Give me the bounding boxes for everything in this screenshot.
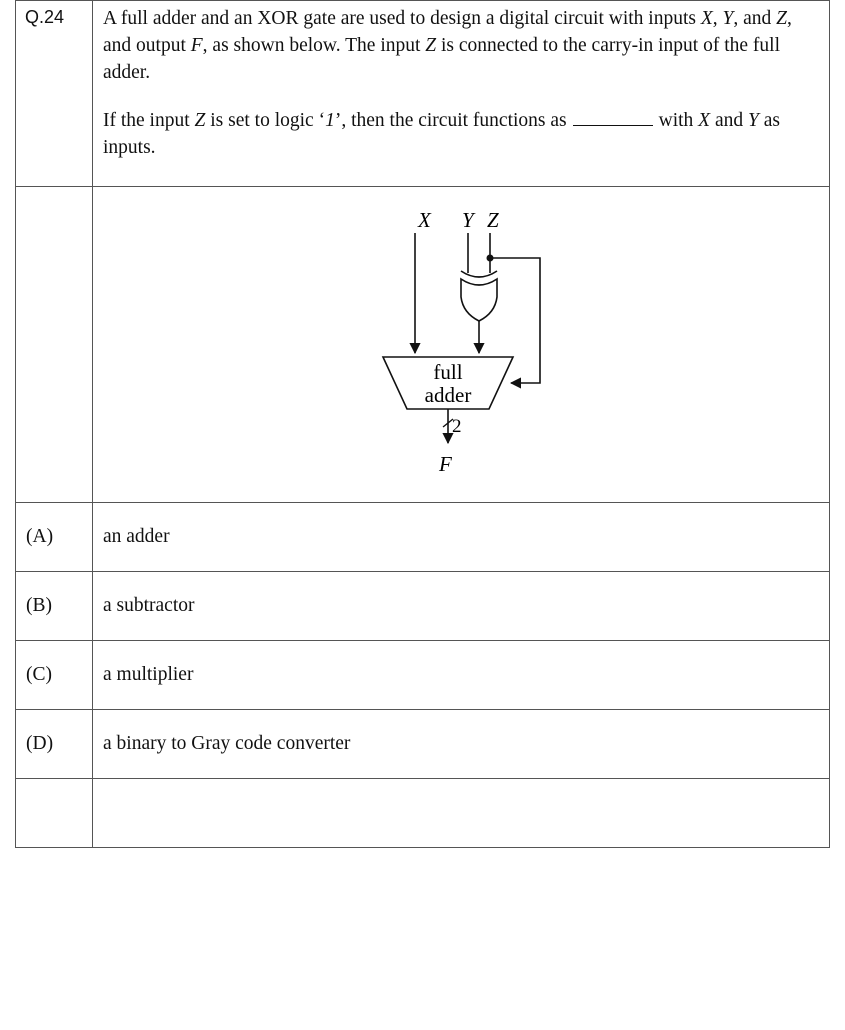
xor-gate bbox=[461, 279, 497, 321]
xor-extra-arc bbox=[461, 271, 497, 277]
diagram-row bbox=[16, 187, 830, 503]
var-y: Y bbox=[722, 8, 734, 29]
var-x: X bbox=[700, 8, 713, 29]
input-label-y: Y bbox=[462, 208, 474, 232]
stem-text: , bbox=[712, 8, 723, 29]
circuit-svg bbox=[93, 187, 829, 497]
option-row-d[interactable] bbox=[16, 710, 830, 779]
var-z: Z bbox=[776, 8, 788, 29]
stem-text: as inputs. bbox=[103, 110, 780, 158]
option-label: (B) bbox=[26, 595, 52, 616]
option-row-a[interactable] bbox=[16, 503, 830, 572]
question-table bbox=[15, 0, 830, 848]
bus-width-label: 2 bbox=[452, 416, 462, 437]
stem-text: and bbox=[738, 8, 777, 29]
option-label: (A) bbox=[26, 526, 54, 547]
option-text: an adder bbox=[103, 526, 170, 547]
option-row-b[interactable] bbox=[16, 572, 830, 641]
stem-text: and bbox=[710, 110, 748, 131]
answer-blank bbox=[573, 111, 653, 126]
option-label: (C) bbox=[26, 664, 52, 685]
var-y: Y bbox=[747, 110, 759, 131]
var-z: Z bbox=[425, 35, 437, 56]
stem-text: , bbox=[733, 8, 739, 29]
input-label-z: Z bbox=[487, 208, 499, 232]
stem-paragraph-2 bbox=[103, 107, 821, 161]
var-z: Z bbox=[194, 110, 206, 131]
logic-value: 1 bbox=[325, 110, 335, 131]
option-text: a multiplier bbox=[103, 664, 194, 685]
question-row bbox=[16, 1, 830, 187]
stem-text: , and output bbox=[103, 8, 792, 56]
option-row-c[interactable] bbox=[16, 641, 830, 710]
output-label-f: F bbox=[439, 452, 452, 476]
circuit-diagram bbox=[93, 187, 829, 502]
option-text: a binary to Gray code converter bbox=[103, 733, 351, 754]
stem-text: is set to logic ‘ bbox=[205, 110, 326, 131]
question-stem bbox=[93, 1, 829, 161]
adder-label-line2: adder bbox=[424, 383, 472, 407]
stem-text: , as shown below. The input bbox=[202, 35, 426, 56]
question-number: Q.24 bbox=[25, 7, 65, 27]
input-label-x: X bbox=[418, 208, 431, 232]
stem-text: If the input bbox=[103, 110, 195, 131]
stem-text: with bbox=[658, 110, 699, 131]
stem-text: is connected to the carry-in input of the full adder. bbox=[103, 35, 780, 83]
stem-text: A full adder and an XOR gate are used to design a digital circuit with inputs bbox=[103, 8, 701, 29]
option-label: (D) bbox=[26, 733, 54, 754]
option-text: a subtractor bbox=[103, 595, 195, 616]
adder-label-line1: full bbox=[433, 360, 463, 384]
stem-paragraph-1 bbox=[103, 5, 821, 86]
var-f: F bbox=[190, 35, 203, 56]
var-x: X bbox=[698, 110, 711, 131]
stem-text: ’, then the circuit functions as bbox=[334, 110, 567, 131]
empty-row bbox=[16, 779, 830, 848]
